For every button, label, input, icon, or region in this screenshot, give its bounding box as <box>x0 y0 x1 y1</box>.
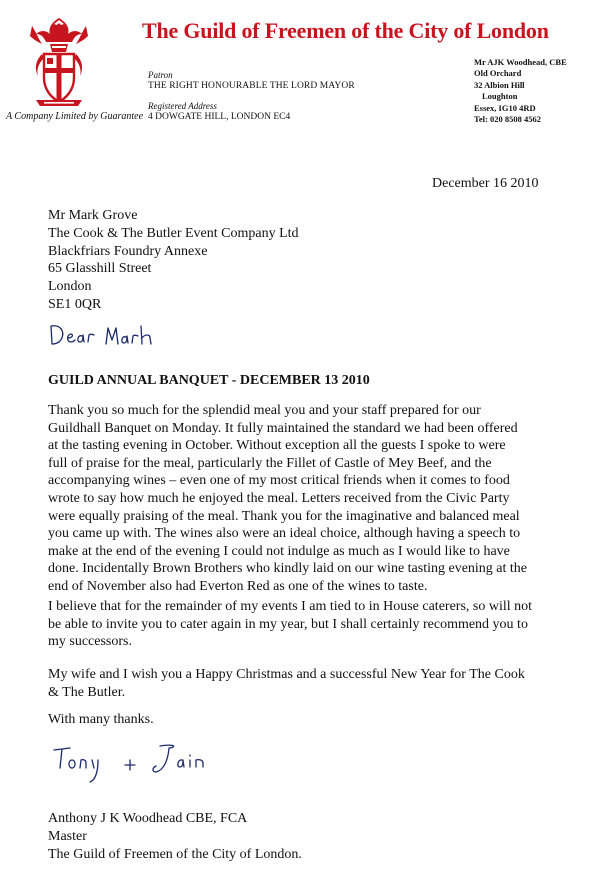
paragraph-line: I believe that for the remainder of my events I am tied to in House caterers, so will not <box>48 599 533 614</box>
paragraph-line: Thank you so much for the splendid meal you and your staff prepared for our <box>48 403 481 418</box>
signatory-organisation: The Guild of Freemen of the City of London. <box>48 846 302 862</box>
paragraph-line: end of November also had Everton Red as one of the wines to taste. <box>48 578 428 594</box>
body-paragraph-3 <box>48 666 568 701</box>
paragraph-line: my successors. <box>48 634 132 650</box>
paragraph-line: full of praise for the meal, particularly the Fillet of Castle of Mey Beef, and the <box>48 455 492 471</box>
paragraph-line: at the tasting evening in October. Without exception all the guests I spoke to were <box>48 438 506 454</box>
sender-address-line: Loughton <box>482 91 518 102</box>
signature-text: Tony + Jain <box>48 740 53 741</box>
paragraph-line: wrote to say how much he enjoyed the meal. Letters received from the Civic Party <box>48 490 510 506</box>
paragraph-line: be able to invite you to cater again in my year, but I shall certainly recommend you to <box>48 616 528 632</box>
patron-value: THE RIGHT HONOURABLE THE LORD MAYOR <box>148 81 355 91</box>
company-limited-note: A Company Limited by Guarantee <box>6 111 144 122</box>
recipient-line: London <box>48 279 92 295</box>
paragraph-line: were equally praising of the meal. Thank you for the imaginative and balanced meal <box>48 508 520 524</box>
salutation-text: Dear Mark <box>48 320 53 321</box>
recipient-line: The Cook & The Butler Event Company Ltd <box>48 225 299 241</box>
paragraph-line: Guildhall Banquet on Monday. It fully maintained the standard we had been offered <box>48 420 518 436</box>
letter-closing: With many thanks. <box>48 712 154 727</box>
paragraph-line: accompanying wines – even one of my most critical friends when it comes to food <box>48 473 510 489</box>
paragraph-line: make at the end of the evening I could not indulge as much as I would like to have <box>48 543 510 559</box>
registered-address-label: Registered Address <box>148 101 217 111</box>
registered-address-value: 4 DOWGATE HILL, LONDON EC4 <box>148 112 291 122</box>
guild-crest-logo <box>28 16 90 108</box>
recipient-line: SE1 0QR <box>48 296 102 312</box>
recipient-line: 65 Glasshill Street <box>48 261 152 277</box>
paragraph-line: My wife and I wish you a Happy Christmas and a successful New Year for The Cook <box>48 667 525 682</box>
sender-address-line: Old Orchard <box>474 68 522 79</box>
sender-address-line: 32 Albion Hill <box>474 79 525 90</box>
organisation-title: The Guild of Freemen of the City of London <box>142 18 549 43</box>
signatory-role: Master <box>48 828 87 844</box>
sender-phone-line: Tel: 020 8508 4562 <box>474 114 541 125</box>
letter-subject: GUILD ANNUAL BANQUET - DECEMBER 13 2010 <box>48 373 370 388</box>
recipient-line: Blackfriars Foundry Annexe <box>48 243 208 259</box>
body-paragraph-2 <box>48 598 568 651</box>
sender-address-block <box>474 57 567 125</box>
body-paragraph-1 <box>48 402 568 596</box>
paragraph-line: you came up with. The wines also were an ideal choice, although having a speech to <box>48 526 521 542</box>
letter-date: December 16 2010 <box>432 176 539 191</box>
recipient-address-block <box>48 207 299 314</box>
paragraph-line: done. Incidentally Brown Brothers who kindly laid on our wine tasting evening at the <box>48 561 528 577</box>
sender-address-line: Mr AJK Woodhead, CBE <box>474 57 567 67</box>
sender-address-line: Essex, IG10 4RD <box>474 102 536 113</box>
handwritten-signature <box>48 740 238 790</box>
paragraph-line: & The Butler. <box>48 684 126 700</box>
recipient-line: Mr Mark Grove <box>48 208 138 223</box>
handwritten-salutation <box>48 320 158 350</box>
signatory-block <box>48 810 302 863</box>
patron-label: Patron <box>148 70 173 80</box>
signatory-name: Anthony J K Woodhead CBE, FCA <box>48 811 248 826</box>
